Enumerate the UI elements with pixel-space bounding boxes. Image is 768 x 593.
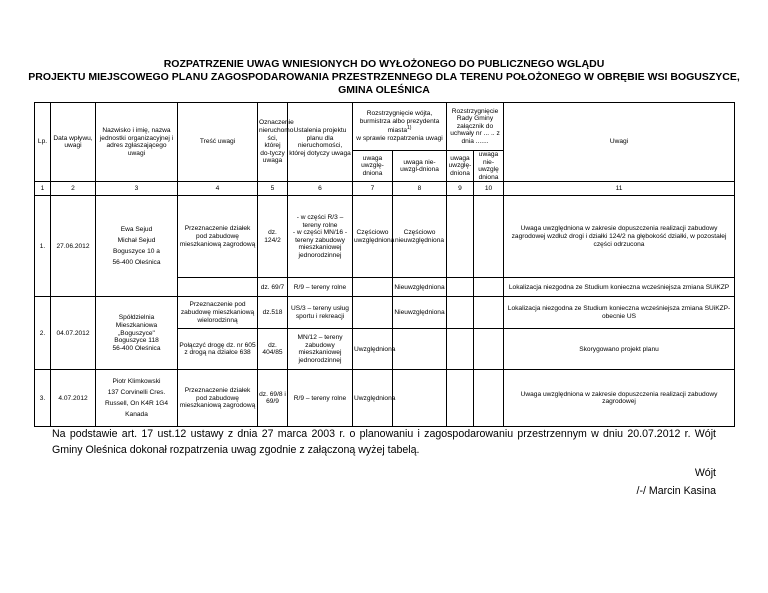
submitter-line: Michał Sejud bbox=[117, 237, 156, 245]
remarks-table bbox=[34, 102, 735, 427]
row-content: Połączyć drogę dz. nr 605 z drogą na działce 638 bbox=[178, 329, 258, 370]
header-remarks: Uwagi bbox=[504, 103, 735, 182]
row-content: Przeznaczenie działek pod zabudowę mieszkaniową zagrodową bbox=[178, 370, 258, 427]
row-property: dz. 404/85 bbox=[258, 329, 288, 370]
header-council-rejected: uwaga nie-uwzglę dniona bbox=[474, 151, 504, 182]
plan-setting-line: - w części R/3 – tereny rolne bbox=[296, 214, 344, 229]
row-council-accepted bbox=[447, 370, 474, 427]
header-content: Treść uwagi bbox=[178, 103, 258, 182]
row-remarks: Lokalizacja niezgodna ze Studium konieczna wcześniejsza zmiana SUiKZP bbox=[504, 278, 735, 297]
row-lp: 2. bbox=[35, 297, 51, 370]
col-number: 3 bbox=[96, 182, 178, 196]
header-mayor-decision bbox=[353, 103, 447, 151]
signature-name: /-/ Marcin Kasina bbox=[636, 485, 716, 497]
row-rejected bbox=[393, 370, 447, 427]
row-council-rejected bbox=[474, 278, 504, 297]
row-accepted bbox=[353, 297, 393, 329]
header-council-accepted: uwaga uwzglę-dniona bbox=[447, 151, 474, 182]
row-council-rejected bbox=[474, 297, 504, 329]
row-council-rejected bbox=[474, 370, 504, 427]
header-mayor-decision-line3: w sprawie rozpatrzenia uwagi bbox=[356, 135, 443, 143]
table-row bbox=[35, 370, 735, 427]
col-number: 10 bbox=[474, 182, 504, 196]
submitter-line: Russell, On K4R 1G4 bbox=[104, 400, 169, 408]
header-plan-settings: Ustalenia projektu planu dla nieruchomości, której dotyczy uwaga bbox=[288, 103, 353, 182]
submitter-line: Boguszyce 10 a bbox=[113, 248, 160, 256]
title-line-3: GMINA OLEŚNICA bbox=[338, 84, 430, 96]
header-accepted: uwaga uwzglę-dniona bbox=[353, 151, 393, 182]
row-accepted: Uwzględniona bbox=[353, 370, 393, 427]
row-remarks: Uwaga uwzględniona w zakresie dopuszczenia realizacji zabudowy zagrodowej bbox=[504, 370, 735, 427]
submitter-line: Kanada bbox=[125, 411, 148, 419]
row-remarks: Lokalizacja niezgodna ze Studium konieczna wcześniejsza zmiana SUiKZP- obecnie US bbox=[504, 297, 735, 329]
row-council-rejected bbox=[474, 329, 504, 370]
row-remarks: Uwaga uwzględniona w zakresie dopuszczenia realizacji zabudowy zagrodowej wzdłuż drogi i działki 124/2 na głębokość działki, w pozostałej części odrzucona bbox=[504, 196, 735, 278]
row-council-accepted bbox=[447, 196, 474, 278]
col-number: 7 bbox=[353, 182, 393, 196]
row-submitter bbox=[96, 370, 178, 427]
row-plan-settings: MN/12 – tereny zabudowy mieszkaniowej jednorodzinnej bbox=[288, 329, 353, 370]
table-row bbox=[35, 196, 735, 278]
row-rejected: Nieuwzględniona bbox=[393, 297, 447, 329]
col-number: 8 bbox=[393, 182, 447, 196]
title-line-2: PROJEKTU MIEJSCOWEGO PLANU ZAGOSPODAROWANIA PRZESTRZENNEGO DLA TERENU POŁOŻONEGO W OBRĘBIE WSI BOGUSZYCE, bbox=[28, 71, 740, 83]
row-content bbox=[178, 278, 258, 297]
col-number: 9 bbox=[447, 182, 474, 196]
col-number: 6 bbox=[288, 182, 353, 196]
header-rejected: uwaga nie-uwzgl-dniona bbox=[393, 151, 447, 182]
header-mayor-decision-text: Rozstrzygnięcie wójta, burmistrza albo prezydenta miasta bbox=[359, 110, 440, 135]
row-content: Przeznaczenie działek pod zabudowę mieszkaniową zagrodową bbox=[178, 196, 258, 278]
header-name: Nazwisko i imię, nazwa jednostki organizacyjnej i adres zgłaszającego uwagi bbox=[96, 103, 178, 182]
row-rejected: Częściowo nieuwzględniona bbox=[393, 196, 447, 278]
row-lp: 3. bbox=[35, 370, 51, 427]
row-date: 27.06.2012 bbox=[51, 196, 96, 297]
document-title bbox=[0, 58, 768, 97]
table-row bbox=[35, 297, 735, 329]
row-plan-settings: US/3 – tereny usług sportu i rekreacji bbox=[288, 297, 353, 329]
footer-paragraph: Na podstawie art. 17 ust.12 ustawy z dnia 27 marca 2003 r. o planowaniu i zagospodarowaniu przestrzennym w dniu 20.07.2012 r. Wójt Gminy Oleśnica dokonał rozpatrzenia uwag zgodnie z załączoną wyżej tabelą. bbox=[52, 428, 716, 456]
row-council-rejected bbox=[474, 196, 504, 278]
row-accepted bbox=[353, 278, 393, 297]
submitter-line: 56-400 Oleśnica bbox=[112, 259, 161, 267]
row-property: dz. 124/2 bbox=[258, 196, 288, 278]
row-submitter: Spółdzielnia Mieszkaniowa „Boguszyce" Boguszyce 118 56-400 Oleśnica bbox=[96, 297, 178, 370]
row-submitter bbox=[96, 196, 178, 297]
header-mayor-footnote: 1) bbox=[406, 125, 412, 132]
submitter-line: Piotr Klimkowski bbox=[112, 378, 161, 386]
plan-setting-line: - w części MN/16 - tereny zabudowy mieszkaniowej jednorodzinnej bbox=[292, 229, 348, 260]
row-council-accepted bbox=[447, 297, 474, 329]
col-number: 4 bbox=[178, 182, 258, 196]
row-property: dz. 69/7 bbox=[258, 278, 288, 297]
col-number: 1 bbox=[35, 182, 51, 196]
submitter-line: Ewa Sejud bbox=[120, 226, 153, 234]
row-remarks: Skorygowano projekt planu bbox=[504, 329, 735, 370]
submitter-line: 137 Corvinelli Cres. bbox=[107, 389, 166, 397]
col-number: 2 bbox=[51, 182, 96, 196]
col-number: 5 bbox=[258, 182, 288, 196]
row-plan-settings: R/9 – tereny rolne bbox=[288, 370, 353, 427]
row-content: Przeznaczenie pod zabudowę mieszkaniową wielorodzinną bbox=[178, 297, 258, 329]
col-number: 11 bbox=[504, 182, 735, 196]
header-date: Data wpływu, uwagi bbox=[51, 103, 96, 182]
row-date: 4.07.2012 bbox=[51, 370, 96, 427]
row-accepted: Częściowo uwzględniona bbox=[353, 196, 393, 278]
header-lp: Lp. bbox=[35, 103, 51, 182]
row-rejected: Nieuwzględniona bbox=[393, 278, 447, 297]
row-council-accepted bbox=[447, 278, 474, 297]
row-property: dz.518 bbox=[258, 297, 288, 329]
row-plan-settings bbox=[288, 196, 353, 278]
row-council-accepted bbox=[447, 329, 474, 370]
title-line-1: ROZPATRZENIE UWAG WNIESIONYCH DO WYŁOŻONEGO DO PUBLICZNEGO WGLĄDU bbox=[163, 58, 605, 70]
row-property: dz. 69/8 i 69/9 bbox=[258, 370, 288, 427]
row-accepted: Uwzględniona bbox=[353, 329, 393, 370]
signature-role: Wójt bbox=[694, 467, 716, 479]
row-lp: 1. bbox=[35, 196, 51, 297]
row-date: 04.07.2012 bbox=[51, 297, 96, 370]
row-plan-settings: R/9 – tereny rolne bbox=[288, 278, 353, 297]
header-council-decision: Rozstrzygnięcie Rady Gminy załącznik do uchwały nr ... .. z dnia ....... bbox=[447, 103, 504, 151]
row-rejected bbox=[393, 329, 447, 370]
header-property: Oznaczenie nieruchomo ści, której do-tyczy uwaga bbox=[258, 103, 288, 182]
